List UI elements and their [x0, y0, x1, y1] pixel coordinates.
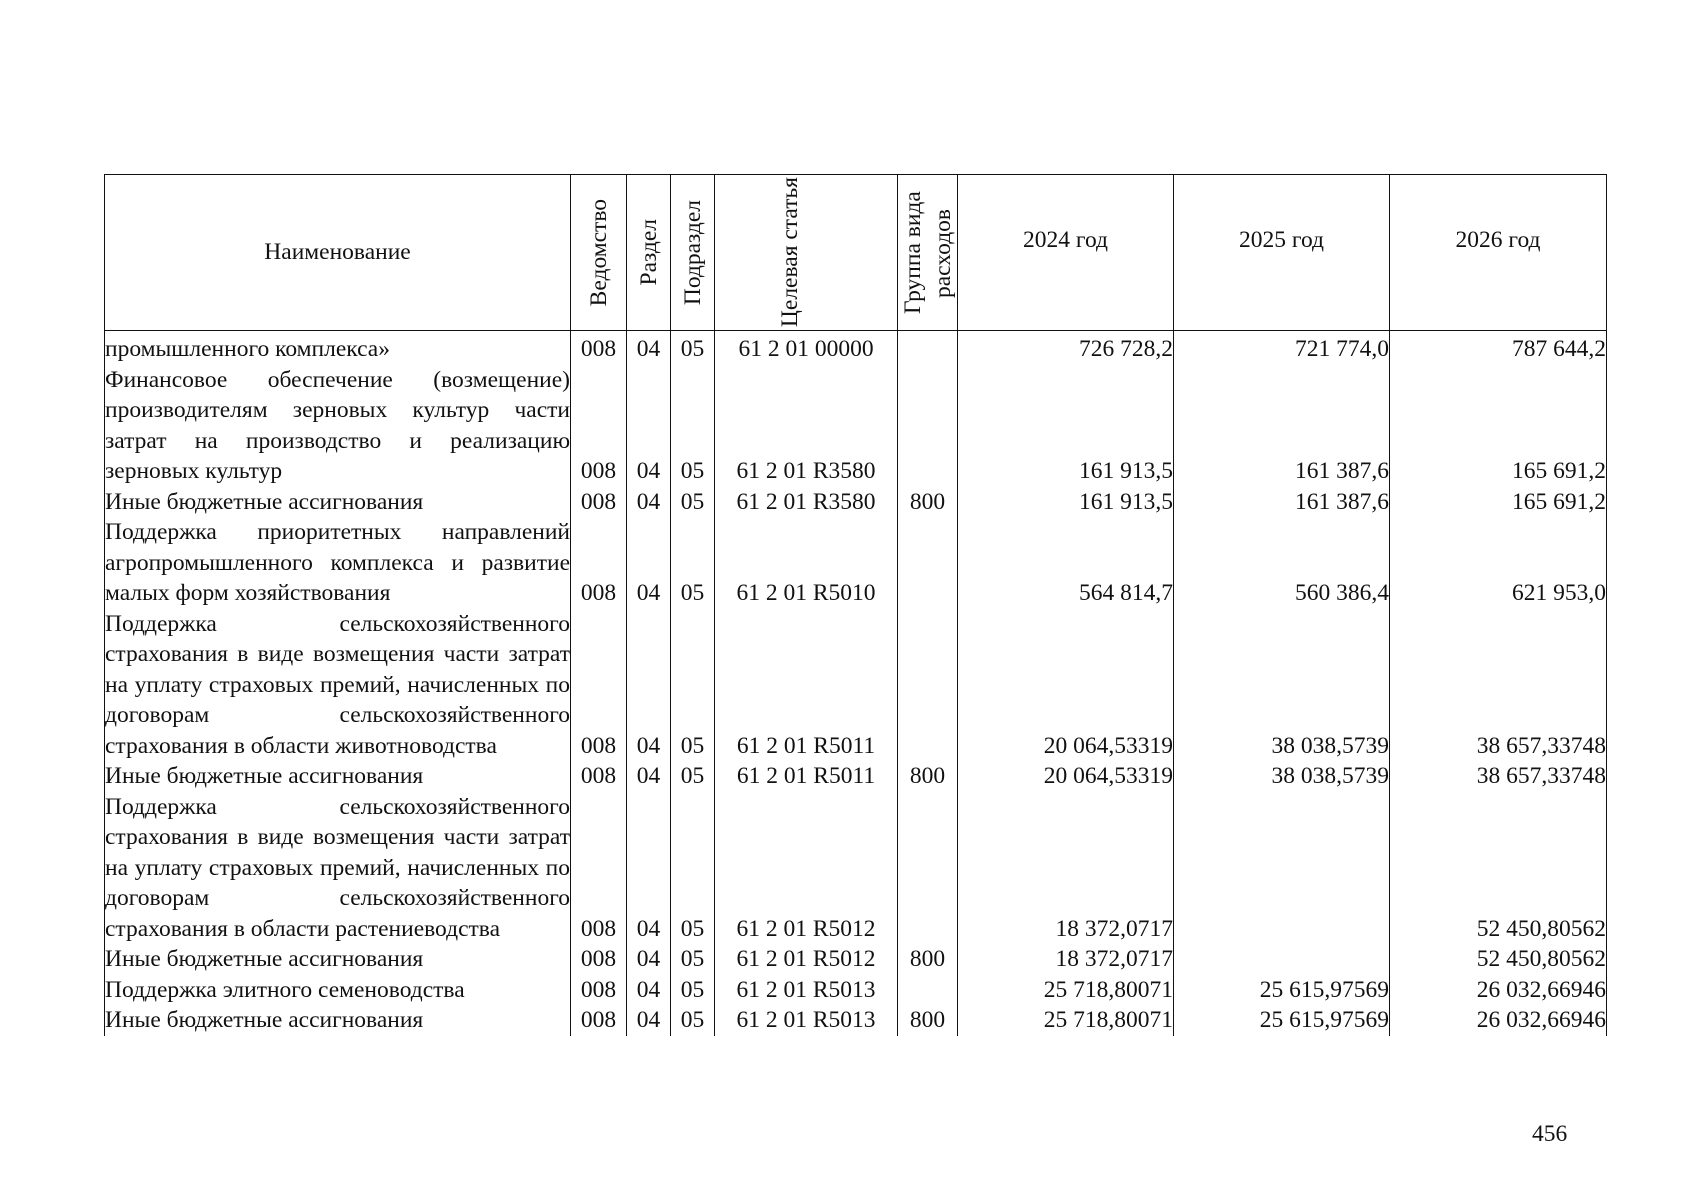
cell-2026: 165 691,2: [1390, 487, 1607, 518]
cell-department: 008: [571, 975, 627, 1006]
table-row: [105, 944, 1607, 975]
cell-2026: 787 644,2: [1390, 331, 1607, 365]
table-header-row: [105, 175, 1607, 331]
cell-2024: 25 718,80071: [958, 1005, 1174, 1036]
cell-department: 008: [571, 487, 627, 518]
cell-expense-group: [898, 609, 958, 762]
header-year-2024: 2024 год: [958, 175, 1174, 331]
cell-name: Иные бюджетные ассигнования: [105, 487, 571, 518]
cell-department: 008: [571, 331, 627, 365]
cell-section: 04: [627, 487, 671, 518]
cell-section: 04: [627, 331, 671, 365]
cell-2026: 52 450,80562: [1390, 792, 1607, 945]
header-section: Раздел: [627, 175, 671, 331]
cell-target: 61 2 01 R3580: [715, 365, 898, 487]
cell-subsection: 05: [671, 331, 715, 365]
cell-2025: 721 774,0: [1174, 331, 1390, 365]
cell-target: 61 2 01 R5011: [715, 761, 898, 792]
cell-target: 61 2 01 R5013: [715, 975, 898, 1006]
header-subsection: Подраздел: [671, 175, 715, 331]
cell-2024: 161 913,5: [958, 365, 1174, 487]
budget-table: [104, 174, 1607, 1036]
cell-department: 008: [571, 761, 627, 792]
cell-expense-group: [898, 792, 958, 945]
cell-name: Иные бюджетные ассигнования: [105, 944, 571, 975]
cell-2024: 25 718,80071: [958, 975, 1174, 1006]
cell-2026: 38 657,33748: [1390, 761, 1607, 792]
cell-2026: 26 032,66946: [1390, 1005, 1607, 1036]
cell-subsection: 05: [671, 365, 715, 487]
cell-2026: 26 032,66946: [1390, 975, 1607, 1006]
cell-2025: 560 386,4: [1174, 517, 1390, 609]
cell-expense-group: 800: [898, 1005, 958, 1036]
page-number: 456: [1532, 1121, 1568, 1147]
cell-2024: 20 064,53319: [958, 609, 1174, 762]
cell-subsection: 05: [671, 1005, 715, 1036]
cell-subsection: 05: [671, 944, 715, 975]
cell-name: Поддержка приоритетных направлений агропромышленного комплекса и развитие малых форм хозяйствования: [105, 517, 571, 609]
cell-expense-group: [898, 517, 958, 609]
cell-name: Иные бюджетные ассигнования: [105, 761, 571, 792]
table-row: [105, 609, 1607, 762]
cell-2024: 161 913,5: [958, 487, 1174, 518]
header-year-2025: 2025 год: [1174, 175, 1390, 331]
cell-2025: [1174, 944, 1390, 975]
cell-target: 61 2 01 R5011: [715, 609, 898, 762]
table-row: [105, 975, 1607, 1006]
header-department: Ведомство: [571, 175, 627, 331]
cell-expense-group: [898, 975, 958, 1006]
cell-name: Поддержка сельскохозяйственного страхования в виде возмещения части затрат на уплату страховых премий, начисленных по договорам сельскохозяйственного страхования в области животноводства: [105, 609, 571, 762]
cell-subsection: 05: [671, 487, 715, 518]
table-row: [105, 761, 1607, 792]
table-row: [105, 331, 1607, 365]
table-row: [105, 517, 1607, 609]
cell-target: 61 2 01 R5012: [715, 944, 898, 975]
cell-name: Иные бюджетные ассигнования: [105, 1005, 571, 1036]
cell-department: 008: [571, 365, 627, 487]
cell-name: Поддержка сельскохозяйственного страхования в виде возмещения части затрат на уплату страховых премий, начисленных по договорам сельскохозяйственного страхования в области растениеводства: [105, 792, 571, 945]
table-body: [105, 331, 1607, 1036]
cell-section: 04: [627, 365, 671, 487]
cell-expense-group: [898, 365, 958, 487]
cell-department: 008: [571, 609, 627, 762]
cell-target: 61 2 01 R5012: [715, 792, 898, 945]
header-target: Целевая статья: [715, 175, 898, 331]
cell-2026: 165 691,2: [1390, 365, 1607, 487]
header-name: Наименование: [105, 175, 571, 331]
cell-expense-group: 800: [898, 487, 958, 518]
cell-2026: 621 953,0: [1390, 517, 1607, 609]
cell-section: 04: [627, 609, 671, 762]
cell-department: 008: [571, 944, 627, 975]
cell-department: 008: [571, 792, 627, 945]
cell-target: 61 2 01 R5013: [715, 1005, 898, 1036]
cell-department: 008: [571, 517, 627, 609]
cell-2025: 25 615,97569: [1174, 1005, 1390, 1036]
table-row: [105, 792, 1607, 945]
cell-2024: 18 372,0717: [958, 944, 1174, 975]
cell-target: 61 2 01 R3580: [715, 487, 898, 518]
cell-section: 04: [627, 944, 671, 975]
cell-2025: [1174, 792, 1390, 945]
cell-expense-group: 800: [898, 761, 958, 792]
cell-2025: 38 038,5739: [1174, 761, 1390, 792]
cell-expense-group: [898, 331, 958, 365]
header-year-2026: 2026 год: [1390, 175, 1607, 331]
cell-2025: 25 615,97569: [1174, 975, 1390, 1006]
cell-section: 04: [627, 792, 671, 945]
cell-subsection: 05: [671, 517, 715, 609]
cell-2024: 726 728,2: [958, 331, 1174, 365]
cell-2024: 564 814,7: [958, 517, 1174, 609]
cell-2026: 38 657,33748: [1390, 609, 1607, 762]
cell-subsection: 05: [671, 761, 715, 792]
cell-name: промышленного комплекса»: [105, 331, 571, 365]
cell-2024: 20 064,53319: [958, 761, 1174, 792]
cell-name: Финансовое обеспечение (возмещение) производителям зерновых культур части затрат на производство и реализацию зерновых культур: [105, 365, 571, 487]
cell-section: 04: [627, 975, 671, 1006]
cell-2025: 161 387,6: [1174, 487, 1390, 518]
header-expense-group: Группа вида расходов: [898, 175, 958, 331]
cell-section: 04: [627, 761, 671, 792]
table-row: [105, 365, 1607, 487]
cell-2025: 161 387,6: [1174, 365, 1390, 487]
cell-2025: 38 038,5739: [1174, 609, 1390, 762]
cell-subsection: 05: [671, 975, 715, 1006]
cell-subsection: 05: [671, 609, 715, 762]
cell-section: 04: [627, 517, 671, 609]
table-row: [105, 487, 1607, 518]
cell-2024: 18 372,0717: [958, 792, 1174, 945]
cell-subsection: 05: [671, 792, 715, 945]
table-row: [105, 1005, 1607, 1036]
cell-target: 61 2 01 00000: [715, 331, 898, 365]
cell-expense-group: 800: [898, 944, 958, 975]
cell-target: 61 2 01 R5010: [715, 517, 898, 609]
cell-department: 008: [571, 1005, 627, 1036]
cell-2026: 52 450,80562: [1390, 944, 1607, 975]
cell-section: 04: [627, 1005, 671, 1036]
cell-name: Поддержка элитного семеноводства: [105, 975, 571, 1006]
